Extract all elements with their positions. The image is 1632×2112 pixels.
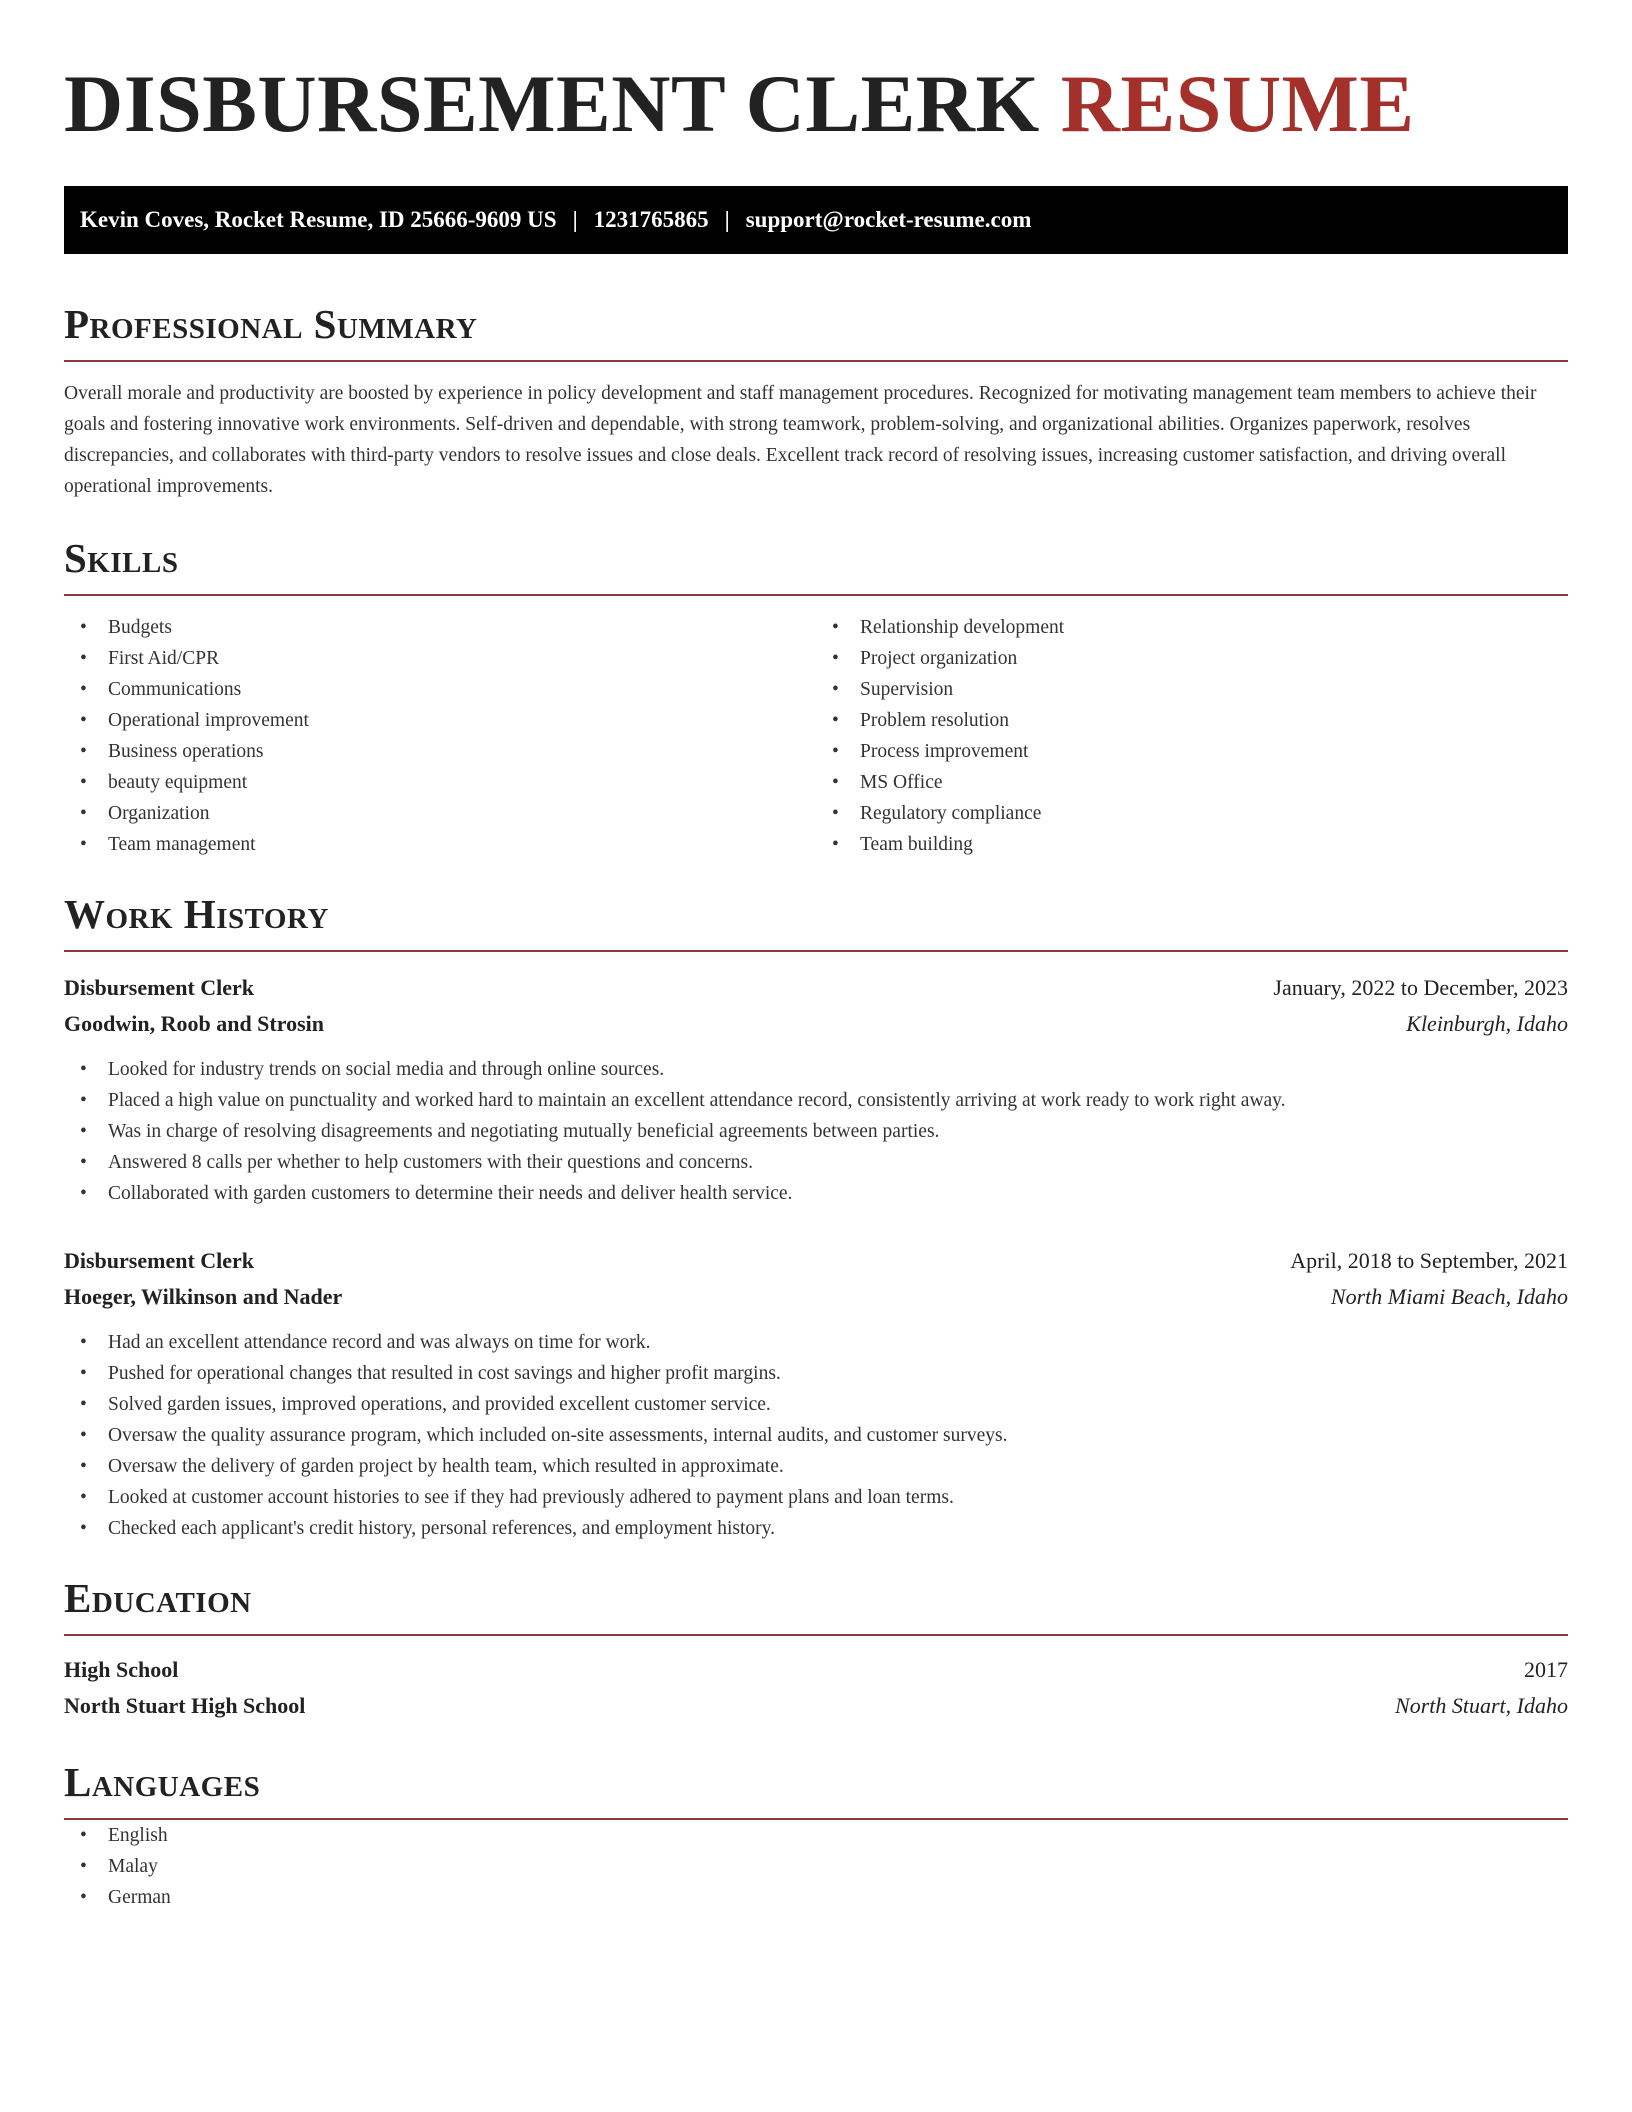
job-entry	[64, 970, 1568, 1209]
language-item: • German	[64, 1882, 1568, 1913]
job-duty: • Oversaw the delivery of garden project by health team, which resulted in approximate.	[64, 1451, 1568, 1482]
skills-list-right	[816, 612, 1568, 860]
education-degree: High School	[64, 1657, 179, 1682]
contact-separator: |	[724, 207, 730, 232]
summary-heading: Professional Summary	[64, 298, 1568, 362]
skill-item: • Budgets	[64, 612, 816, 643]
work-history-heading: Work History	[64, 888, 1568, 952]
job-duty: • Was in charge of resolving disagreements and negotiating mutually beneficial agreements between parties.	[64, 1116, 1568, 1147]
languages-list	[64, 1820, 1568, 1913]
job-company: Goodwin, Roob and Strosin	[64, 1011, 325, 1036]
skill-item: • Business operations	[64, 736, 816, 767]
job-company-row	[64, 1279, 1568, 1315]
education-location: North Stuart, Idaho	[1395, 1693, 1568, 1718]
job-duty: • Answered 8 calls per whether to help customers with their questions and concerns.	[64, 1147, 1568, 1178]
education-entry	[64, 1652, 1568, 1724]
job-entry	[64, 1243, 1568, 1544]
title-accent: RESUME	[1060, 58, 1415, 149]
job-duty: • Solved garden issues, improved operations, and provided excellent customer service.	[64, 1389, 1568, 1420]
languages-heading: Languages	[64, 1756, 1568, 1820]
job-header-row	[64, 970, 1568, 1006]
skill-item: • MS Office	[816, 767, 1568, 798]
contact-email: support@rocket-resume.com	[745, 207, 1032, 232]
skill-item: • Relationship development	[816, 612, 1568, 643]
skill-item: • beauty equipment	[64, 767, 816, 798]
job-duty: • Checked each applicant's credit history, personal references, and employment history.	[64, 1513, 1568, 1544]
job-dates: January, 2022 to December, 2023	[1273, 975, 1568, 1000]
skill-item: • Project organization	[816, 643, 1568, 674]
education-school-row	[64, 1688, 1568, 1724]
skill-item: • Organization	[64, 798, 816, 829]
job-duty: • Oversaw the quality assurance program, which included on-site assessments, internal audits, and customer surveys.	[64, 1420, 1568, 1451]
resume-title	[64, 48, 1568, 160]
job-company-row	[64, 1006, 1568, 1042]
skill-item: • First Aid/CPR	[64, 643, 816, 674]
contact-address: Kevin Coves, Rocket Resume, ID 25666-9609 US	[80, 207, 557, 232]
skills-heading: Skills	[64, 532, 1568, 596]
skill-item: • Problem resolution	[816, 705, 1568, 736]
skills-list-left	[64, 612, 816, 860]
summary-text: Overall morale and productivity are boosted by experience in policy development and staff management procedures. Recognized for motivating management team members to achieve their goals and fostering innovative work environments. Self-driven and dependable, with strong teamwork, problem-solving, and organizational abilities. Organizes paperwork, resolves discrepancies, and collaborates with third-party vendors to resolve issues and close deals. Excellent track record of resolving issues, increasing customer satisfaction, and driving overall operational improvements.	[64, 383, 1537, 497]
contact-separator: |	[572, 207, 578, 232]
skill-item: • Communications	[64, 674, 816, 705]
skill-item: • Supervision	[816, 674, 1568, 705]
job-duty: • Looked at customer account histories to see if they had previously adhered to payment plans and loan terms.	[64, 1482, 1568, 1513]
skill-item: • Process improvement	[816, 736, 1568, 767]
job-duty: • Placed a high value on punctuality and worked hard to maintain an excellent attendance record, consistently arriving at work ready to work right away.	[64, 1085, 1568, 1116]
job-duty: • Pushed for operational changes that resulted in cost savings and higher profit margins.	[64, 1358, 1568, 1389]
skills-columns	[64, 612, 1568, 860]
language-item: • English	[64, 1820, 1568, 1851]
job-duties	[64, 1054, 1568, 1209]
education-year: 2017	[1524, 1657, 1568, 1682]
contact-bar	[64, 186, 1568, 254]
job-duty: • Collaborated with garden customers to determine their needs and deliver health service.	[64, 1178, 1568, 1209]
education-degree-row	[64, 1652, 1568, 1688]
job-location: Kleinburgh, Idaho	[1406, 1011, 1568, 1036]
job-duty: • Looked for industry trends on social media and through online sources.	[64, 1054, 1568, 1085]
skill-item: • Team building	[816, 829, 1568, 860]
job-duty: • Had an excellent attendance record and was always on time for work.	[64, 1327, 1568, 1358]
job-title: Disbursement Clerk	[64, 975, 255, 1000]
education-school: North Stuart High School	[64, 1693, 306, 1718]
skill-item: • Regulatory compliance	[816, 798, 1568, 829]
skill-item: • Operational improvement	[64, 705, 816, 736]
title-main: DISBURSEMENT CLERK	[64, 58, 1040, 149]
skill-item: • Team management	[64, 829, 816, 860]
job-header-row	[64, 1243, 1568, 1279]
job-company: Hoeger, Wilkinson and Nader	[64, 1284, 343, 1309]
contact-phone: 1231765865	[593, 207, 709, 232]
job-duties	[64, 1327, 1568, 1544]
job-location: North Miami Beach, Idaho	[1330, 1284, 1568, 1309]
job-dates: April, 2018 to September, 2021	[1290, 1248, 1568, 1273]
language-item: • Malay	[64, 1851, 1568, 1882]
job-title: Disbursement Clerk	[64, 1248, 255, 1273]
education-heading: Education	[64, 1572, 1568, 1636]
